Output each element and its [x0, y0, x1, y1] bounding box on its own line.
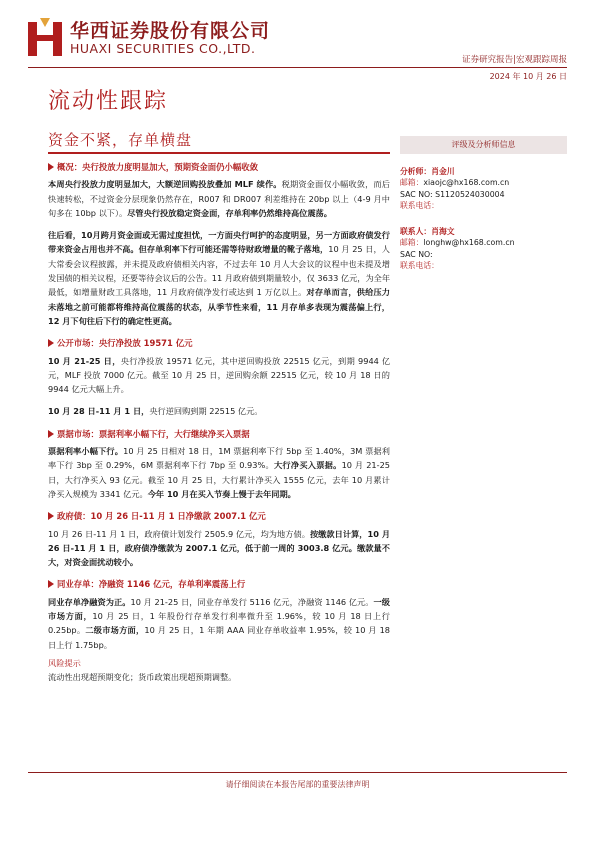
section-heading-overview: 概况：央行投放力度明显加大，预期资金面仍小幅收敛	[48, 160, 390, 174]
huaxi-logo-icon	[28, 18, 62, 56]
section-heading-ncd: 同业存单：净融资 1146 亿元，存单利率震荡上行	[48, 577, 390, 591]
triangle-bullet-icon	[48, 512, 54, 520]
analyst-2-email-link[interactable]: longhw@hx168.com.cn	[423, 238, 515, 247]
sidebar-heading: 评级及分析师信息	[400, 136, 567, 154]
analyst-1-email-link[interactable]: xiaojc@hx168.com.cn	[423, 178, 510, 187]
main-content	[48, 160, 390, 693]
company-name-en: HUAXI SECURITIES CO.,LTD.	[70, 41, 256, 56]
report-type: 证券研究报告|宏观跟踪周报	[462, 55, 567, 65]
paragraph-risk: 流动性出现超预期变化；货币政策出现超预期调整。	[48, 672, 237, 683]
analyst-1-phone-label: 联系电话：	[400, 201, 439, 210]
footer-divider	[28, 772, 567, 773]
section-heading-bill: 票据市场：票据利率小幅下行，大行继续净买入票据	[48, 427, 390, 441]
risk-heading: 风险提示	[48, 657, 81, 668]
triangle-bullet-icon	[48, 163, 54, 171]
analyst-1-name-row: 分析师：肖金川	[400, 166, 455, 176]
paragraph-overview-1: 本周央行投放力度明显加大，大额逆回购投放叠加 MLF 续作。税期资金面仅小幅收敛，而后快速转松，不过资金分层现象仍然存在，R007 和 DR007 利差维持在 20bp 以上（4-9 月中旬多在 10bp 以下）。尽管央行投放稳定资金面，存单利率仍然维持高位震荡。	[48, 179, 390, 218]
section-heading-open-market: 公开市场：央行净投放 19571 亿元	[48, 336, 390, 350]
header-divider	[28, 67, 567, 68]
paragraph-open-market-1: 10 月 21-25 日，央行净投放 19571 亿元，其中逆回购投放 22515 亿元，到期 9944 亿元，MLF 投放 7000 亿元。截至 10 月 25 日，逆回购余额 22515 亿元，较 10 月 18 日的 9944 亿元大幅上升。	[48, 355, 391, 395]
report-date: 2024 年 10 月 26 日	[489, 72, 567, 81]
analyst-2-sac: SAC NO:	[400, 249, 433, 259]
section-heading-gov-bond: 政府债：10 月 26 日-11 月 1 日净缴款 2007.1 亿元	[48, 509, 390, 523]
page-title: 流动性跟踪	[48, 89, 169, 114]
footer-disclaimer: 请仔细阅读在本报告尾部的重要法律声明	[225, 780, 370, 789]
analyst-1-email-row: 邮箱：xiaojc@hx168.com.cn	[400, 178, 510, 187]
paragraph-bill: 票据利率小幅下行。10 月 25 日相对 18 日，1M 票据利率下行 5bp 至 1.40%，3M 票据利率下行 3bp 至 0.29%，6M 票据利率下行 7bp 至 0.93%。大行净买入票据。10 月 21-25 日，大行净买入 93 亿元。截至 10 月 25 日，大行累计净买入 1555 亿元，去年 10 月累计净买入规模为 3341 亿元。今年 10 月在买入节奏上慢于去年同期。	[48, 446, 390, 499]
triangle-bullet-icon	[48, 580, 54, 588]
triangle-bullet-icon	[48, 339, 54, 347]
analyst-2-email-row: 邮箱：longhw@hx168.com.cn	[400, 238, 515, 247]
paragraph-ncd: 同业存单净融资为正。10 月 21-25 日，同业存单发行 5116 亿元，净融资 1146 亿元。一级市场方面，10 月 25 日，1 年股份行存单发行利率微升至 1.96%，较 10 月 18 日上行 0.25bp。二级市场方面，10 月 25 日，1 年期 AAA 同业存单收益率 1.95%，较 10 月 18 日上行 1.75bp。	[48, 596, 390, 650]
company-name-cn: 华西证券股份有限公司	[70, 20, 271, 42]
paragraph-gov-bond: 10 月 26 日-11 月 1 日，政府债计划发行 2505.9 亿元，均为地方债。按缴款日计算，10 月 26 日-11 月 1 日，政府债净缴款为 2007.1 亿元，低于前一周的 3003.8 亿元。缴款量不大，对资金面扰动较小。	[48, 528, 391, 568]
subtitle-divider	[48, 152, 390, 154]
page-subtitle: 资金不紧，存单横盘	[48, 131, 193, 149]
paragraph-overview-2: 往后看，10月跨月资金面或无需过度担忧，一方面央行呵护的态度明显，另一方面政府债发行带来资金占用也并不高。但存单利率下行可能还需等待财政增量的靴子落地，10 月 25 日，人大常委会议程披露，并未提及政府债相关内容，不过去年 10 月人大会议的议程中也未提及增发国债的相关议程，还要等待会议后的公告。11 月政府债到期量较小，仅 3633 亿元，为全年最低，如增量财政工具落地，11 月政府债净发行或达到 1 万亿以上。对存单而言，供给压力未落地之前可能都将维持高位震荡的状态，从季节性来看，11 月存单多表现为震荡偏上行，12 月下旬往后下行的确定性更高。	[48, 230, 391, 326]
paragraph-open-market-2: 10 月 28 日-11 月 1 日，央行逆回购到期 22515 亿元。	[48, 406, 263, 417]
analyst-1-sac: SAC NO: S1120524030004	[400, 189, 505, 199]
analyst-2-name-row: 联系人：肖海文	[400, 226, 455, 236]
triangle-bullet-icon	[48, 430, 54, 438]
analyst-sidebar	[400, 136, 567, 272]
analyst-2-phone-label: 联系电话：	[400, 261, 439, 270]
